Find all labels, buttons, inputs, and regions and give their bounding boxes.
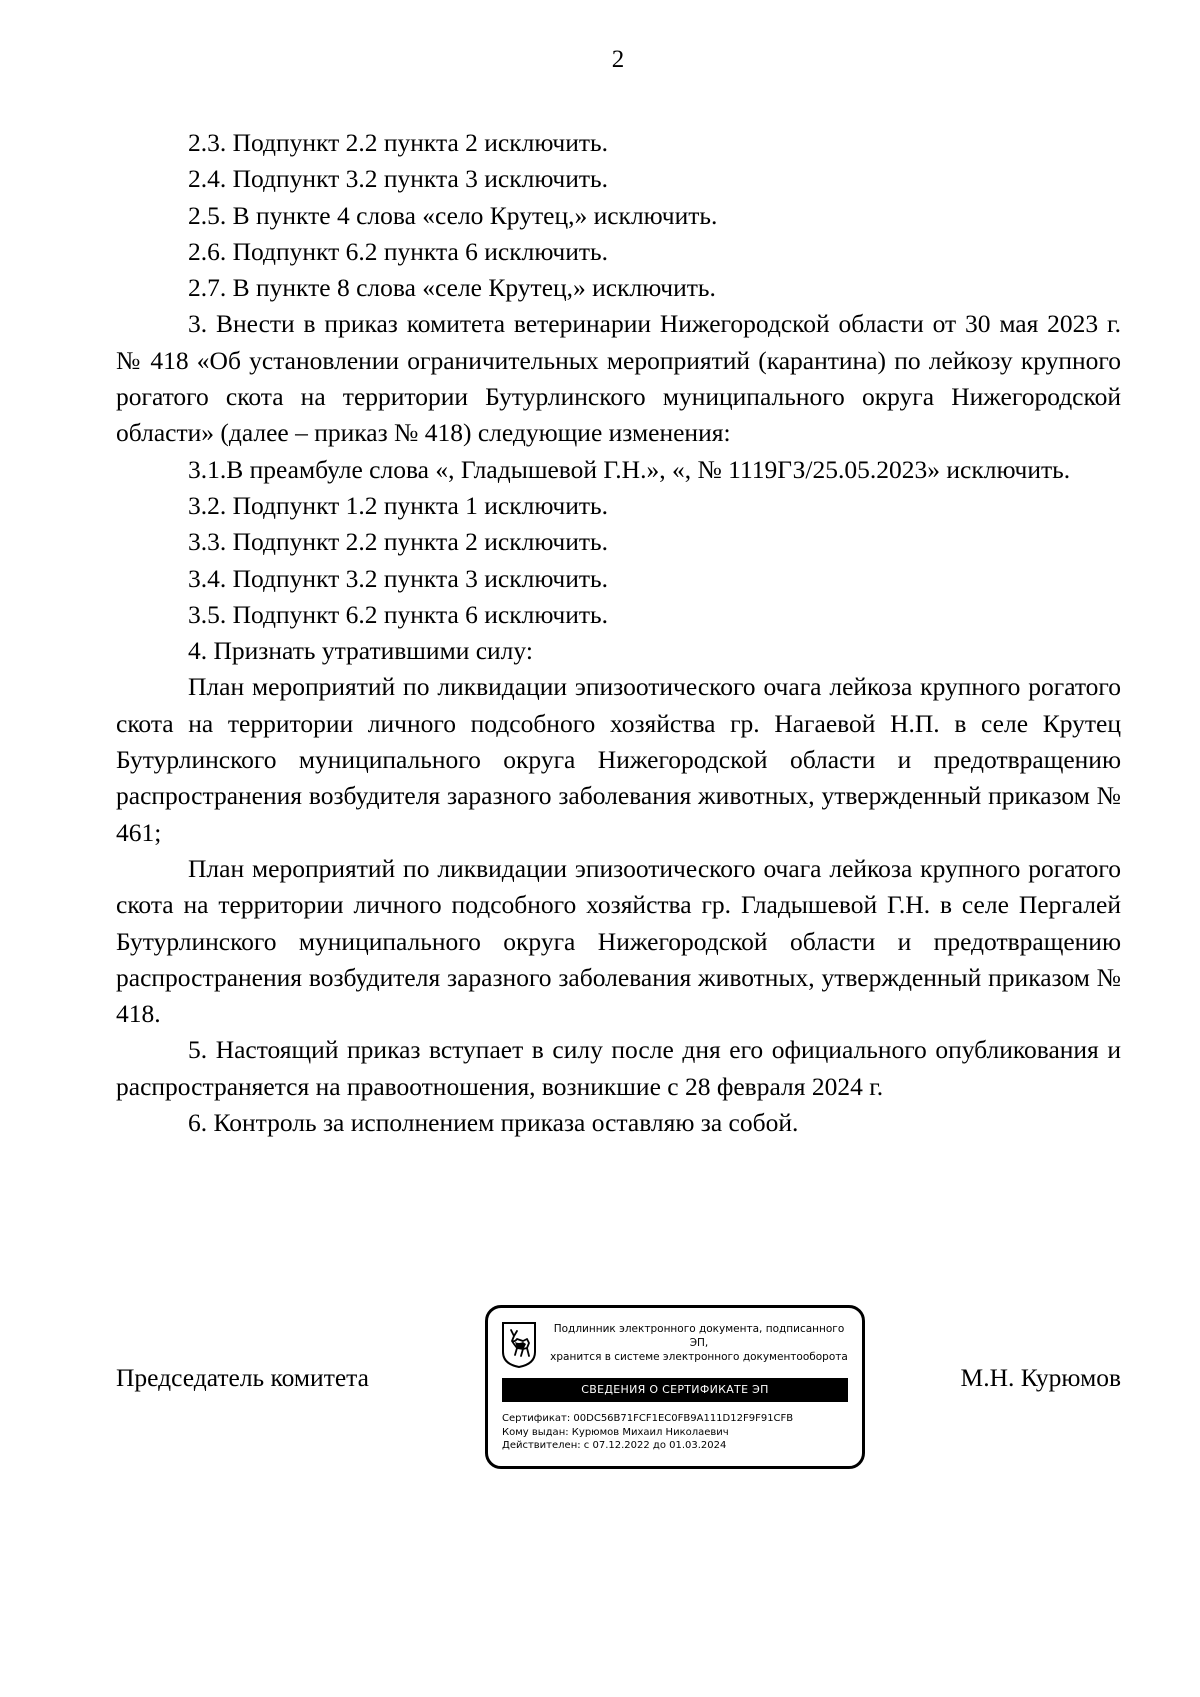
paragraph-3-5: 3.5. Подпункт 6.2 пункта 6 исключить.: [188, 599, 609, 629]
stamp-header-line-2: хранится в системе электронного документооборота: [550, 1351, 848, 1363]
electronic-signature-stamp: [485, 1305, 865, 1469]
page-number: 2: [611, 46, 625, 73]
valid-label: Действителен:: [502, 1440, 581, 1451]
signer-name: М.Н. Курюмов: [960, 1363, 1121, 1392]
stamp-header-line-1: Подлинник электронного документа, подписанного ЭП,: [553, 1323, 845, 1349]
paragraph-5: 5. Настоящий приказ вступает в силу после дня его официального опубликования и распространяется на правоотношения, возникшие с 28 февраля 2024 г.: [116, 1035, 1121, 1101]
document-body: [116, 125, 1121, 1141]
valid-value: с 07.12.2022 до 01.03.2024: [583, 1440, 727, 1451]
paragraph-3-1: 3.1.В преамбуле слова «, Гладышевой Г.Н.», «, № 1119ГЗ/25.05.2023» исключить.: [188, 454, 1071, 484]
certificate-info-bar: СВЕДЕНИЯ О СЕРТИФИКАТЕ ЭП: [502, 1378, 848, 1402]
paragraph-2-3: 2.3. Подпункт 2.2 пункта 2 исключить.: [188, 128, 609, 157]
paragraph-4: 4. Признать утратившими силу:: [188, 636, 533, 666]
valid-row: [502, 1439, 848, 1453]
paragraph-4-plan-418: План мероприятий по ликвидации эпизоотического очага лейкоза крупного рогатого скота на территории личного подсобного хозяйства гр. Гладышевой Г.Н. в селе Пергалей Бутурлинского муниципального округа Нижегородской области и предотвращению распространения возбудителя заразного заболевания животных, утвержденный приказом № 418.: [116, 853, 1121, 1029]
issued-to-label: Кому выдан:: [502, 1426, 569, 1438]
deer-emblem-icon: [502, 1322, 536, 1368]
issued-to-row: [502, 1426, 848, 1440]
paragraph-3-4: 3.4. Подпункт 3.2 пункта 3 исключить.: [188, 563, 609, 593]
certificate-row: [502, 1412, 848, 1426]
certificate-value: 00DC56B71FCF1EC0FB9A111D12F9F91CFB: [573, 1413, 794, 1424]
paragraph-3: 3. Внести в приказ комитета ветеринарии Нижегородской области от 30 мая 2023 г. № 418 «Об установлении ограничительных мероприятий (карантина) по лейкозу крупного рогатого скота на территории Бутурлинского муниципального округа Нижегородской области» (далее – приказ № 418) следующие изменения:: [116, 309, 1121, 448]
paragraph-2-5: 2.5. В пункте 4 слова «село Крутец,» исключить.: [188, 200, 718, 230]
stamp-header: [544, 1322, 854, 1364]
signer-title: Председатель комитета: [116, 1363, 369, 1392]
paragraph-4-plan-461: План мероприятий по ликвидации эпизоотического очага лейкоза крупного рогатого скота на территории личного подсобного хозяйства гр. Нагаевой Н.П. в селе Крутец Бутурлинского муниципального округа Нижегородской области и предотвращению распространения возбудителя заразного заболевания животных, утвержденный приказом № 461;: [116, 672, 1121, 847]
paragraph-6: 6. Контроль за исполнением приказа оставляю за собой.: [188, 1108, 799, 1138]
certificate-details: [502, 1412, 848, 1453]
issued-to-value: Курюмов Михаил Николаевич: [571, 1426, 729, 1438]
paragraph-2-6: 2.6. Подпункт 6.2 пункта 6 исключить.: [188, 236, 609, 266]
paragraph-3-2: 3.2. Подпункт 1.2 пункта 1 исключить.: [188, 490, 609, 520]
paragraph-3-3: 3.3. Подпункт 2.2 пункта 2 исключить.: [188, 527, 609, 557]
paragraph-2-4: 2.4. Подпункт 3.2 пункта 3 исключить.: [188, 164, 609, 194]
certificate-label: Сертификат:: [502, 1413, 571, 1424]
paragraph-2-7: 2.7. В пункте 8 слова «селе Крутец,» исключить.: [188, 273, 716, 303]
